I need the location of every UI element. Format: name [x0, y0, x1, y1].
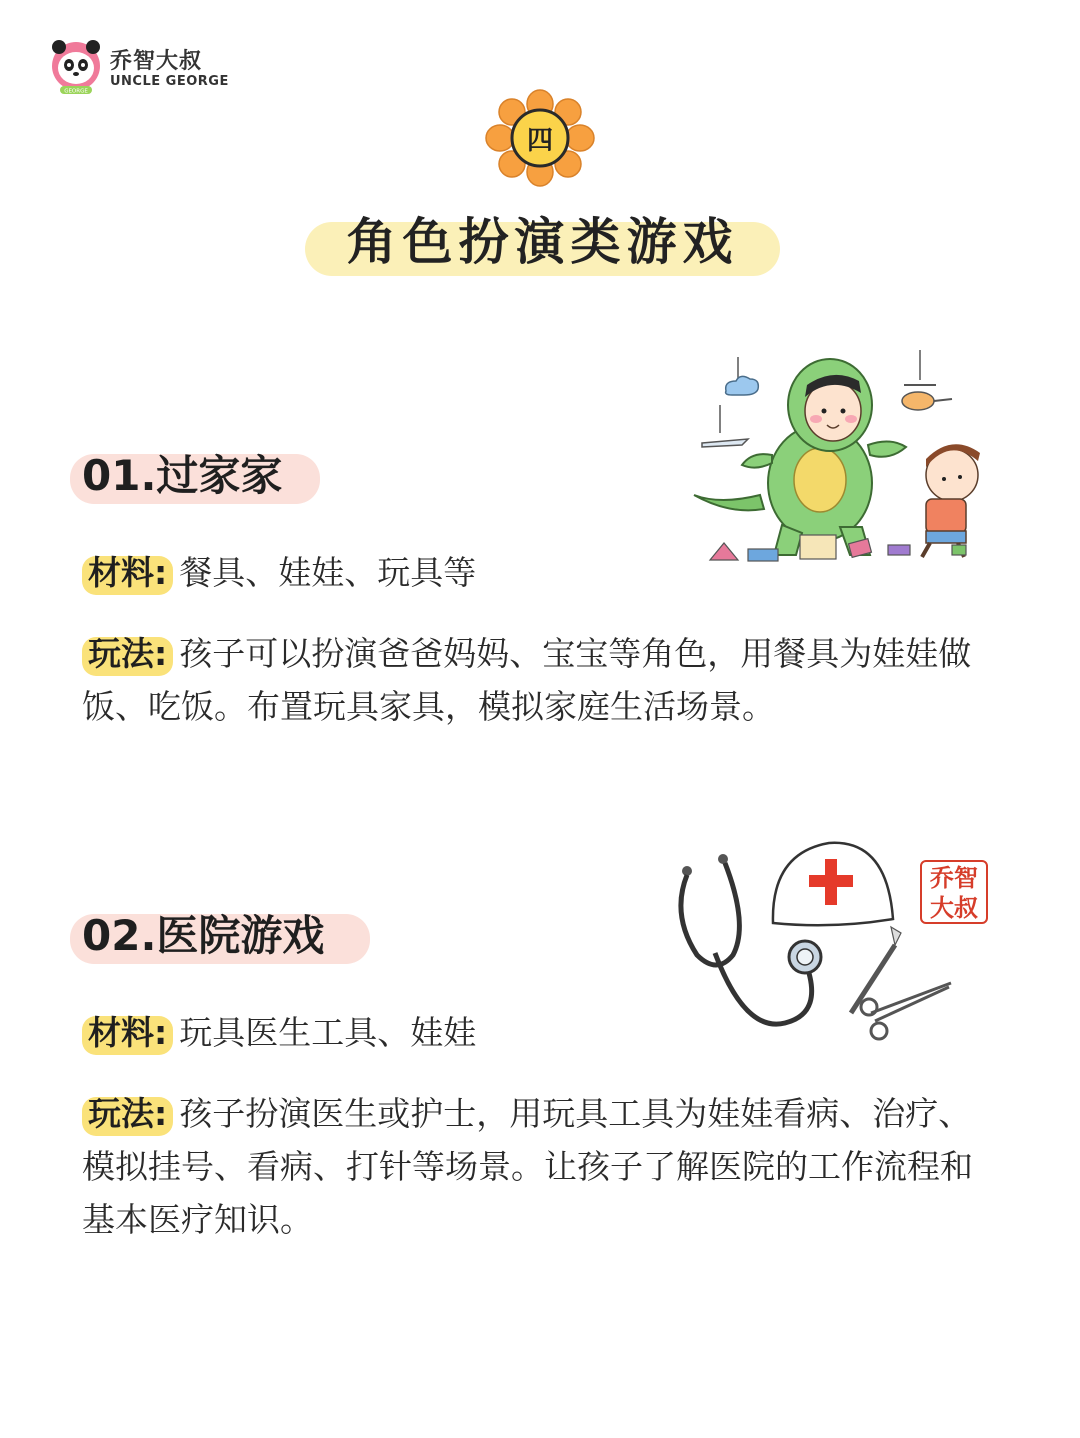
section-2-heading [70, 904, 370, 970]
section-2-materials-text: 玩具医生工具、娃娃 [179, 1013, 477, 1052]
scissors-illustration [861, 983, 951, 1039]
section-1-play-text: 孩子可以扮演爸爸妈妈、宝宝等角色，用餐具为娃娃做饭、吃饭。布置玩具家具，模拟家庭生活场景。 [82, 634, 972, 726]
section-number: 四 [526, 125, 553, 156]
section-2-play-text: 孩子扮演医生或护士，用玩具工具为娃娃看病、治疗、模拟挂号、看病、打针等场景。让孩子了解医院的工作流程和基本医疗知识。 [82, 1094, 973, 1239]
panda-logo-icon [46, 38, 106, 98]
dinosaur-costume-illustration [690, 345, 980, 570]
section-1-title: 01.过家家 [82, 451, 283, 500]
section-2-materials [82, 1006, 476, 1059]
section-1-materials-text: 餐具、娃娃、玩具等 [179, 553, 477, 592]
page-title: 角色扮演类游戏 [346, 213, 739, 271]
materials-tag: 材料: [82, 1006, 173, 1059]
brand-name-cn: 乔智大叔 [110, 49, 203, 74]
scalpel-illustration [851, 927, 901, 1013]
flower-badge [482, 88, 598, 188]
svg-text:GEORGE: GEORGE [64, 88, 88, 95]
play-tag: 玩法: [82, 1087, 173, 1140]
section-1-materials [82, 546, 476, 599]
nurse-cap-illustration [773, 843, 893, 925]
materials-tag: 材料: [82, 546, 173, 599]
section-2-title: 02.医院游戏 [82, 911, 325, 960]
section-1-heading [70, 444, 320, 510]
play-tag: 玩法: [82, 627, 173, 680]
seal-stamp [920, 860, 988, 924]
section-1-play [82, 627, 1002, 733]
brand-logo [46, 38, 246, 100]
seal-text: 乔智大叔 [930, 863, 978, 922]
brand-name-en: UNCLE GEORGE [110, 74, 229, 89]
main-title-block [305, 206, 780, 280]
section-2-play [82, 1087, 1002, 1246]
